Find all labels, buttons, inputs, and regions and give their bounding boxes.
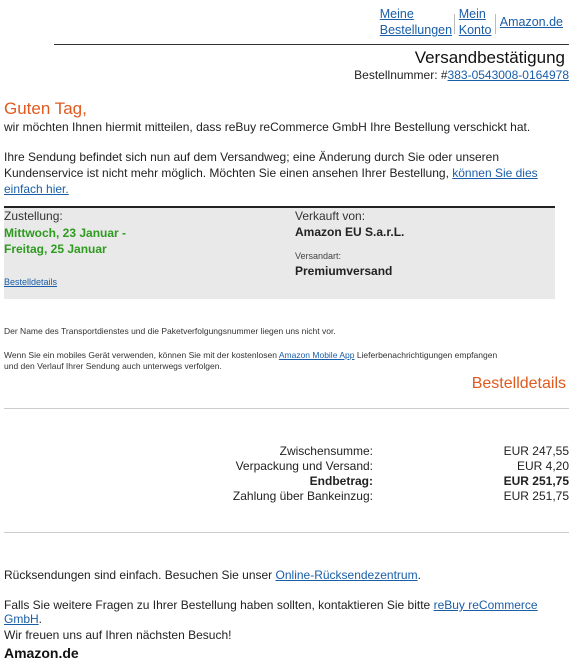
nav-my-account-link[interactable]: Mein Konto	[458, 7, 492, 37]
mobile-app-link[interactable]: Amazon Mobile App	[278, 350, 355, 360]
summary-label: Zwischensumme:	[279, 444, 373, 458]
nav-amazon-link[interactable]: Amazon.de	[499, 15, 563, 29]
seller-name: Amazon EU S.a.r.L.	[295, 225, 405, 239]
delivery-dates: Mittwoch, 23 Januar - Freitag, 25 Januar	[4, 226, 127, 256]
summary-label: Verpackung und Versand:	[235, 459, 373, 473]
tracking-note: Der Name des Transportdienstes und die Paketverfolgungsnummer liegen uns nicht vor.	[4, 326, 336, 336]
intro-text: wir möchten Ihnen hiermit mitteilen, dass reBuy reCommerce GmbH Ihre Bestellung verschickt hat.	[4, 120, 531, 134]
greeting: Guten Tag,	[4, 99, 87, 118]
seller-contact-link[interactable]: reBuy reCommerce GmbH	[4, 598, 538, 626]
header-divider	[54, 44, 569, 45]
divider	[4, 408, 569, 409]
order-details-heading: Bestelldetails	[471, 375, 566, 392]
order-number-line	[354, 68, 569, 82]
questions-body: Falls Sie weitere Fragen zu Ihrer Bestellung haben sollten, kontaktieren Sie bitte	[4, 598, 434, 612]
order-number-label: Bestellnummer: #	[354, 68, 448, 82]
mobile-note-text-end: Lieferbenachrichtigungen empfangen und den Verlauf Ihrer Sendung auch unterwegs verfolgen.	[4, 350, 498, 371]
top-nav	[376, 6, 567, 38]
signature: Amazon.de	[4, 645, 79, 661]
summary-row	[4, 459, 569, 474]
summary-label: Endbetrag:	[309, 474, 373, 488]
returns-body: Rücksendungen sind einfach. Besuchen Sie unser	[4, 568, 276, 582]
returns-end: .	[417, 568, 421, 582]
summary-row	[4, 489, 569, 504]
shipping-method: Premiumversand	[295, 264, 393, 278]
view-order-link[interactable]: können Sie dies einfach hier.	[4, 166, 538, 196]
nav-my-orders-link[interactable]: Meine Bestellungen	[379, 7, 453, 37]
delivery-box	[4, 206, 555, 299]
info-body: Ihre Sendung befindet sich nun auf dem Versandweg; eine Änderung durch Sie oder unseren Kundenservice ist nicht mehr möglich. Möchten Sie einen ansehen Ihrer Bestellung,	[4, 150, 500, 180]
seller-label: Verkauft von:	[295, 209, 366, 223]
mobile-app-note	[4, 350, 504, 372]
mobile-note-text: Wenn Sie ein mobiles Gerät verwenden, können Sie mit der kostenlosen	[4, 350, 279, 360]
page-title: Versandbestätigung	[414, 48, 565, 67]
info-text	[4, 149, 564, 197]
thanks-text: Wir freuen uns auf Ihren nächsten Besuch!	[4, 628, 232, 642]
returns-center-link[interactable]: Online-Rücksendezentrum	[275, 568, 418, 582]
order-details-link[interactable]: Bestelldetails	[4, 277, 58, 287]
summary-value: EUR 247,55	[503, 444, 569, 458]
order-number-link[interactable]: 383-0543008-0164978	[447, 68, 569, 82]
summary-row	[4, 444, 569, 459]
summary-value: EUR 4,20	[516, 459, 569, 473]
order-summary	[4, 444, 569, 504]
delivery-label: Zustellung:	[4, 209, 63, 223]
shipping-label: Versandart:	[295, 251, 342, 261]
summary-value: EUR 251,75	[503, 474, 569, 488]
summary-label: Zahlung über Bankeinzug:	[232, 489, 373, 503]
returns-text	[4, 568, 421, 582]
questions-text	[4, 598, 573, 626]
divider	[4, 532, 569, 533]
questions-end: .	[38, 612, 43, 626]
summary-value: EUR 251,75	[503, 489, 569, 503]
summary-row-total	[4, 474, 569, 489]
